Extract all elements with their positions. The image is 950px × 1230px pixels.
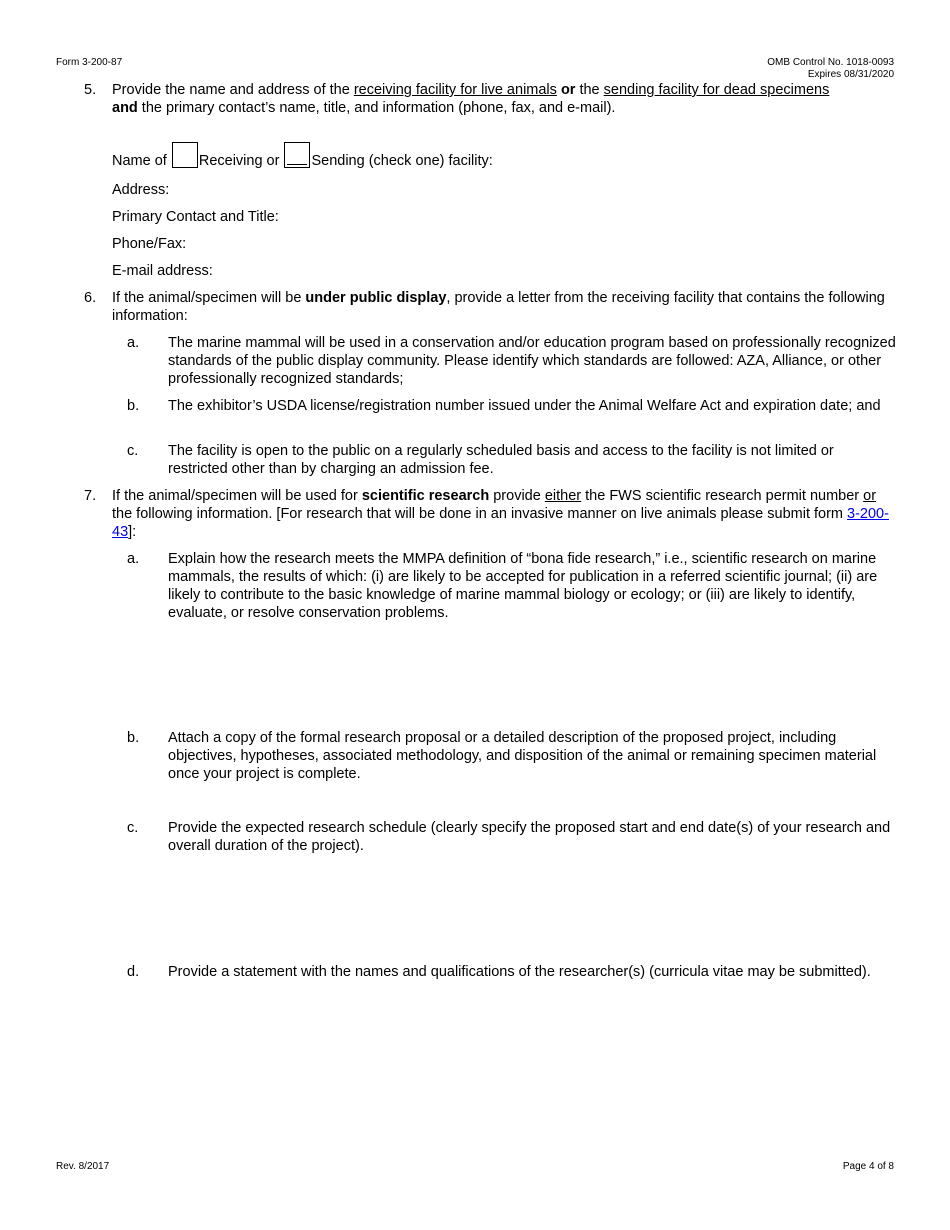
sending-checkbox[interactable]: [284, 142, 310, 168]
phone-fax-label: Phone/Fax:: [112, 236, 187, 252]
form-number: Form 3-200-87: [56, 57, 123, 68]
contact-label: Primary Contact and Title:: [112, 209, 279, 225]
item-number: 6.: [84, 290, 97, 306]
form-3-200-43-link[interactable]: 3-200-43: [112, 506, 889, 540]
page-number: Page 4 of 8: [842, 1161, 894, 1172]
revision-label: Rev. 8/2017: [56, 1161, 110, 1172]
item-number: 5.: [84, 82, 97, 98]
facility-name-field: Name of Receiving or Sending (check one) facility:: [112, 142, 493, 170]
item-7-text: If the animal/specimen will be used for scientific research provide either the FWS scientific research permit number or the following information. [For research that will be done in an invasive manner on live animals please submit form 3-200-43]:: [112, 488, 889, 540]
item-number: 7.: [84, 488, 97, 504]
address-label: Address:: [112, 182, 170, 198]
omb-header: [767, 57, 894, 81]
receiving-checkbox[interactable]: [172, 142, 198, 168]
email-label: E-mail address:: [112, 263, 213, 279]
item-6-text: If the animal/specimen will be under public display, provide a letter from the receiving facility that contains the following information:: [112, 290, 885, 324]
item-5-text: Provide the name and address of the receiving facility for live animals or the sending facility for dead specimens and the primary contact’s name, title, and information (phone, fax, and e-mail).: [112, 82, 830, 116]
expiration-date: Expires 08/31/2020: [807, 69, 894, 80]
omb-control-number: OMB Control No. 1018-0093: [767, 57, 894, 68]
